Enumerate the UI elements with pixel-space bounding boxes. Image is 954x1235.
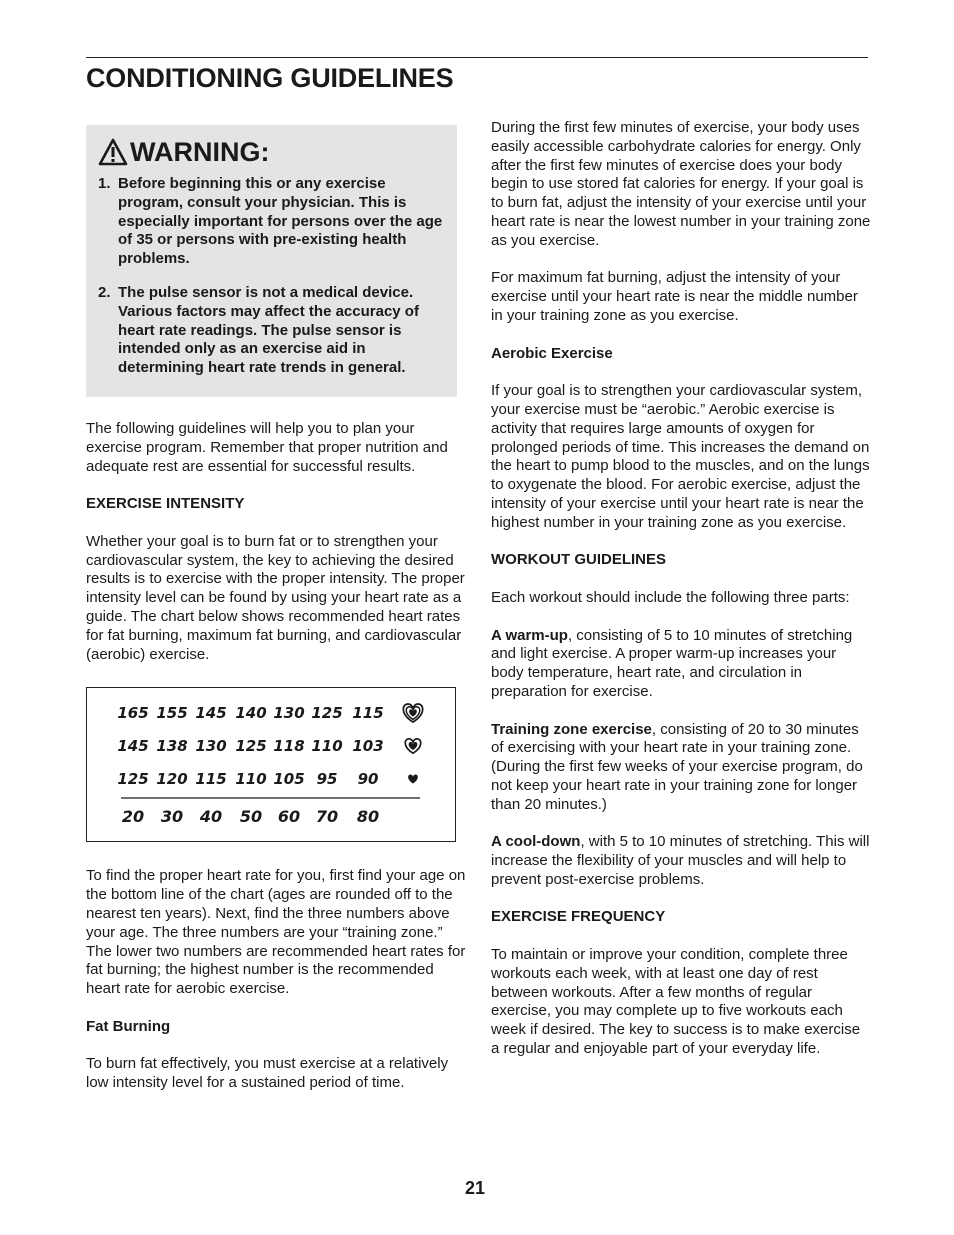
warning-box (86, 125, 457, 397)
double-heart-icon (405, 739, 420, 753)
heart-rate-value: 118 (273, 737, 305, 756)
age-value: 20 (121, 807, 145, 827)
age-value: 50 (239, 807, 263, 827)
heart-rate-value: 130 (195, 737, 227, 756)
warning-list (98, 175, 443, 378)
warning-title: WARNING: (130, 136, 270, 167)
workout-intro-paragraph: Each workout should include the following three parts: (491, 588, 850, 606)
age-value: 70 (315, 807, 339, 827)
warning-item-number: 2. (98, 283, 111, 301)
page-number: 21 (465, 1178, 486, 1198)
aerobic-exercise-heading: Aerobic Exercise (491, 344, 613, 362)
warning-item (98, 175, 443, 269)
workout-guidelines-heading: WORKOUT GUIDELINES (491, 551, 666, 569)
heart-rate-value: 103 (352, 737, 384, 756)
age-value: 40 (199, 807, 223, 827)
heart-rate-value: 120 (156, 770, 188, 789)
heart-rate-value: 155 (156, 704, 188, 723)
warm-up-term: A warm-up (491, 626, 568, 644)
heart-rate-value: 110 (311, 737, 343, 756)
intro-paragraph: The following guidelines will help you to plan your exercise program. Remember that proper nutrition and adequate rest are essential for successful results. (86, 420, 448, 475)
warning-triangle-icon (98, 138, 128, 166)
fat-burning-heading: Fat Burning (86, 1017, 171, 1035)
find-heart-rate-paragraph: To find the proper heart rate for you, first find your age on the bottom line of the chart (ages are rounded off to the nearest ten years). Next, find the three numbers above your age. The three numbers are your “training zone.” The lower two numbers are recommended heart rates for fat burning; the highest number is the recommended heart rate for aerobic exercise. (86, 867, 466, 998)
age-value: 80 (356, 807, 380, 827)
heart-rate-value: 105 (273, 770, 305, 789)
aerobic-exercise-paragraph: If your goal is to strengthen your cardiovascular system, your exercise must be “aerobic.” Aerobic exercise is activity that requires large amounts of oxygen for prolonged periods of time. This increases the demand on the heart to pump blood to the muscles, and on the lungs to oxygenate the blood. For aerobic exercise, adjust the intensity of your exercise until your heart rate is near the highest number in your training zone as you exercise. (491, 382, 870, 531)
training-zone-text: , consisting of 20 to 30 minutes of exercising with your heart rate in your training zone. (During the first few weeks of your exercise program, do not keep your heart rate in your training zone for longer than 20 minutes.) (491, 720, 863, 813)
exercise-frequency-heading: EXERCISE FREQUENCY (491, 908, 666, 926)
heart-rate-value: 140 (235, 704, 267, 723)
exercise-frequency-paragraph: To maintain or improve your condition, complete three workouts each week, with at least one day of rest between workouts. After a few months of regular exercise, you may complete up to five workouts each week if desired. The key to success is to make exercise a regular and enjoyable part of your everyday life. (491, 946, 861, 1058)
age-value: 60 (277, 807, 301, 827)
single-heart-icon (408, 775, 418, 784)
cool-down-paragraph (491, 833, 871, 889)
heart-rate-value: 115 (195, 770, 227, 789)
left-column (86, 125, 466, 1093)
cool-down-term: A cool-down (491, 833, 581, 851)
heart-rate-value: 115 (352, 704, 384, 723)
warning-item (98, 284, 443, 378)
heart-rate-value: 138 (156, 737, 188, 756)
heart-rate-value: 165 (117, 704, 149, 723)
cool-down-text: , with 5 to 10 minutes of stretching. This will increase the flexibility of your muscles and will help to prevent post-exercise problems. (491, 833, 870, 888)
triple-heart-icon (403, 704, 422, 722)
fat-burning-paragraph-2: During the first few minutes of exercise, your body uses easily accessible carbohydrate calories for energy. Only after the first few minutes of exercise does your body begin to use stored fat calories for energy. If your goal is to burn fat, adjust the intensity of your exercise until your heart rate is near the lowest number in your training zone as you exercise. (491, 119, 871, 249)
warning-item-number: 1. (98, 175, 111, 192)
heart-rate-value: 90 (357, 770, 379, 789)
training-zone-term: Training zone exercise (491, 720, 652, 738)
heart-rate-chart-svg (87, 688, 454, 840)
warm-up-text: , consisting of 5 to 10 minutes of stretching and light exercise. A proper warm-up increases your body temperature, heart rate, and circulation in preparation for exercise. (491, 626, 853, 700)
heart-rate-value: 125 (235, 737, 267, 756)
heart-rate-value: 95 (316, 770, 338, 789)
training-zone-paragraph (491, 721, 871, 815)
right-column (491, 119, 871, 1059)
heart-rate-value: 145 (195, 704, 227, 723)
heart-rate-value: 130 (273, 704, 305, 723)
warning-item-text: The pulse sensor is not a medical device. Various factors may affect the accuracy of heart rate readings. The pulse sensor is intended only as an exercise aid in determining heart rate trends in general. (118, 283, 419, 377)
page-title: CONDITIONING GUIDELINES (86, 63, 454, 93)
warning-heading (98, 135, 443, 169)
warm-up-paragraph (491, 627, 871, 702)
heart-rate-value: 145 (117, 737, 149, 756)
age-value: 30 (160, 807, 184, 827)
exercise-intensity-heading: EXERCISE INTENSITY (86, 495, 245, 513)
max-fat-burning-paragraph: For maximum fat burning, adjust the intensity of your exercise until your heart rate is near the middle number in your training zone as you exercise. (491, 269, 858, 324)
heart-rate-value: 125 (311, 704, 343, 723)
exercise-intensity-paragraph: Whether your goal is to burn fat or to strengthen your cardiovascular system, the key to achieving the desired results is to exercise with the proper intensity. The proper intensity level can be found by using your heart rate as a guide. The chart below shows recommended heart rates for fat burning, maximum fat burning, and cardiovascular (aerobic) exercise. (86, 532, 465, 663)
heart-rate-chart (86, 687, 456, 842)
fat-burning-paragraph: To burn fat effectively, you must exercise at a relatively low intensity level for a sustained period of time. (86, 1055, 449, 1092)
warning-item-text: Before beginning this or any exercise program, consult your physician. This is especially important for persons over the age of 35 or persons with pre-existing health problems. (118, 175, 443, 268)
heart-rate-value: 110 (235, 770, 267, 789)
heart-rate-value: 125 (117, 770, 149, 789)
